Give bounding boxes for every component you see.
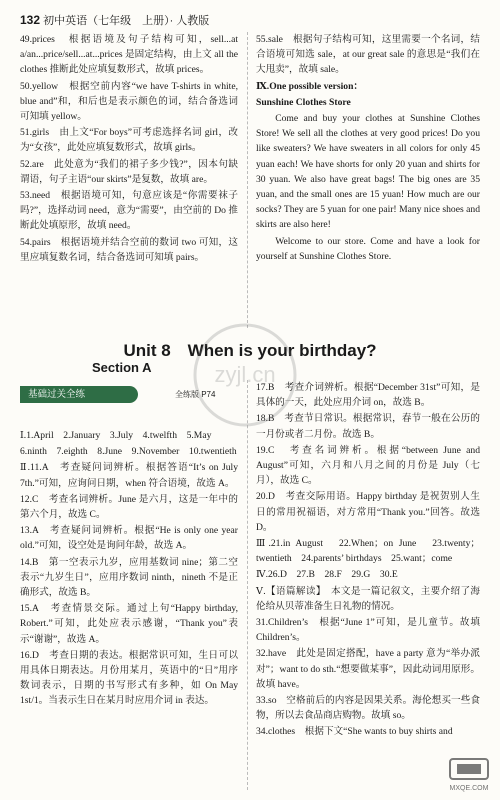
section-heading: Ⅸ.One possible version：: [256, 80, 364, 92]
answer-item: Ⅲ.21.in August 22.When；on June 23.twenty；twentieth 24.parents’ birthdays 25.want；come: [256, 538, 480, 565]
answer-item: Ⅱ.11.A 考查疑问词辨析。根据答语“It’s on July 7th.”可知，应询问日期，when 符合语境，故选 A。: [20, 462, 238, 489]
column-divider: [247, 32, 248, 328]
svg-text:zyjl.cn: zyjl.cn: [214, 362, 276, 387]
section-badge: 基础过关全练: [20, 386, 138, 403]
answer-item: 32.have 此处是固定搭配，have a party 意为“举办派对”；want to do sth.“想要做某事”，因此动词用原形。故填 have。: [256, 648, 480, 690]
answer-column-left-top: [20, 32, 238, 266]
answer-item: 20.D 考查交际用语。Happy birthday 是祝贺别人生日的常用祝福语，对方常用“Thank you.”回答。故选 D。: [256, 491, 480, 533]
answer-item: 17.B 考查介词辨析。根据“December 31st”可知，是具体的一天，此处应用介词 on，故选 B。: [256, 382, 480, 409]
answer-item: 12.C 考查名词辨析。June 是六月，这是一年中的第六个月，故选 C。: [20, 493, 238, 521]
essay-paragraph: Come and buy your clothes at Sunshine Clothes Store! We sell all the clothes at very good prices! Do you like sweaters? We have sweaters in all colors for only 45 yuan each! We have shorts for only 20 yuan and shirts for 30 yuan. We also have great bags! The big ones are 35 yuan, and the small ones are 15 yuan! How much are our socks? They are 5 yuan for one pair! Many nice shoes and skirts are also here!: [256, 113, 480, 231]
answer-item: 49.prices 根据语境及句子结构可知，sell...at a/an...price/sell...at...prices 是固定结构，由上文 all the clothes 推断此处应填复数形式，故填 prices。: [20, 34, 238, 76]
answer-column-left-bottom: [20, 428, 238, 710]
essay-paragraph: Welcome to our store. Come and have a look for yourself at Sunshine Clothes Store.: [256, 235, 480, 262]
answer-item: 51.girls 由上文“For boys”可考虑选择名词 girl，改为“女孩”，此处应填复数形式，故填 girls。: [20, 127, 238, 154]
answer-item: 55.sale 根据句子结构可知，这里需要一个名词，结合语境可知选 sale，at our great sale 的意思是“我们在大甩卖”，故填 sale。: [256, 34, 480, 76]
answer-item: 13.A 考查疑问词辨析。根据“He is only one year old.”可知，设空处是询问年龄，故选 A。: [20, 525, 238, 552]
column-divider: [247, 380, 248, 790]
answer-item: 53.need 根据语境可知，句意应该是“你需要袜子吗?”，选择动词 need，意为“需要”，由空前的 Do 推断此处填原形，故填 need。: [20, 190, 238, 232]
answer-column-right-bottom: [256, 380, 480, 741]
page-number: 132: [20, 13, 41, 27]
answer-item: 34.clothes 根据下文“She wants to buy shirts and: [256, 726, 453, 738]
watermark-icon: [190, 320, 300, 430]
answer-item: 18.B 考查节日常识。根据常识，春节一般在公历的一月份或者二月份。故选 B。: [256, 413, 480, 440]
answer-item: 19.C 考查名词辨析。根据“between June and August”可知，六月和八月之间的月份是 July（七月），故选 C。: [256, 444, 480, 487]
page-header: [20, 12, 209, 28]
answer-item: Ⅰ.1.April 2.January 3.July 4.twelfth 5.May: [20, 430, 212, 441]
answer-item: Ⅳ.26.D 27.B 28.F 29.G 30.E: [256, 569, 398, 581]
answer-item: Ⅴ.【语篇解读】 本文是一篇记叙文，主要介绍了海伦给从贝蒂准备生日礼物的情况。: [256, 585, 480, 612]
answer-item: 52.are 此处意为“我们的裙子多少钱?”，因本句缺谓语，句子主语“our skirts”是复数，故填 are。: [20, 158, 238, 185]
badge-note: 全练版 P74: [175, 390, 216, 399]
answer-item: 6.ninth 7.eighth 8.June 9.November 10.twentieth: [20, 446, 237, 458]
answer-item: 50.yellow 根据空前内容“we have T-shirts in white, blue and”和，和后也是表示颜色的词，结合备选词可知填 yellow。: [20, 80, 238, 123]
site-logo: [446, 758, 492, 792]
answer-item: 33.so 空格前后的内容是因果关系。海伦想买一些食物，所以去食品商店购物。故填 so。: [256, 695, 480, 722]
answer-item: 14.B 第一空表示九岁，应用基数词 nine；第二空表示“九岁生日”，应用序数词 ninth，nineth 不是正确形式，故选 B。: [20, 556, 238, 599]
unit-title: Unit 8 When is your birthday?: [123, 341, 377, 360]
logo-url: MXQE.COM: [449, 785, 489, 792]
book-title: 初中英语（七年级 上册）· 人教版: [43, 15, 210, 27]
answer-item: 31.Children’s 根据“June 1”可知，是儿童节。故填 Children’s。: [256, 617, 480, 644]
section-title: Section A: [92, 360, 152, 375]
essay-title: Sunshine Clothes Store: [256, 96, 351, 108]
answer-column-right-top: [256, 32, 480, 265]
answer-item: 54.pairs 根据语境并结合空前的数词 two 可知，这里应填复数名词，结合备选词可知填 pairs。: [20, 236, 238, 263]
answer-item: 16.D 考查日期的表达。根据常识可知，生日可以用具体日期表达。月份用某月，英语中的“日”用序数词表示，日期的书写形式有多种，如 On May 1st/1。当表示生日在某月时应用介词 in 表达。: [20, 649, 238, 707]
logo-icon: [449, 758, 489, 780]
answer-item: 15.A 考查情景交际。通过上句“Happy birthday, Robert.”可知，此处应表示感谢，“Thank you”表示“谢谢”，故选 A。: [20, 603, 238, 645]
